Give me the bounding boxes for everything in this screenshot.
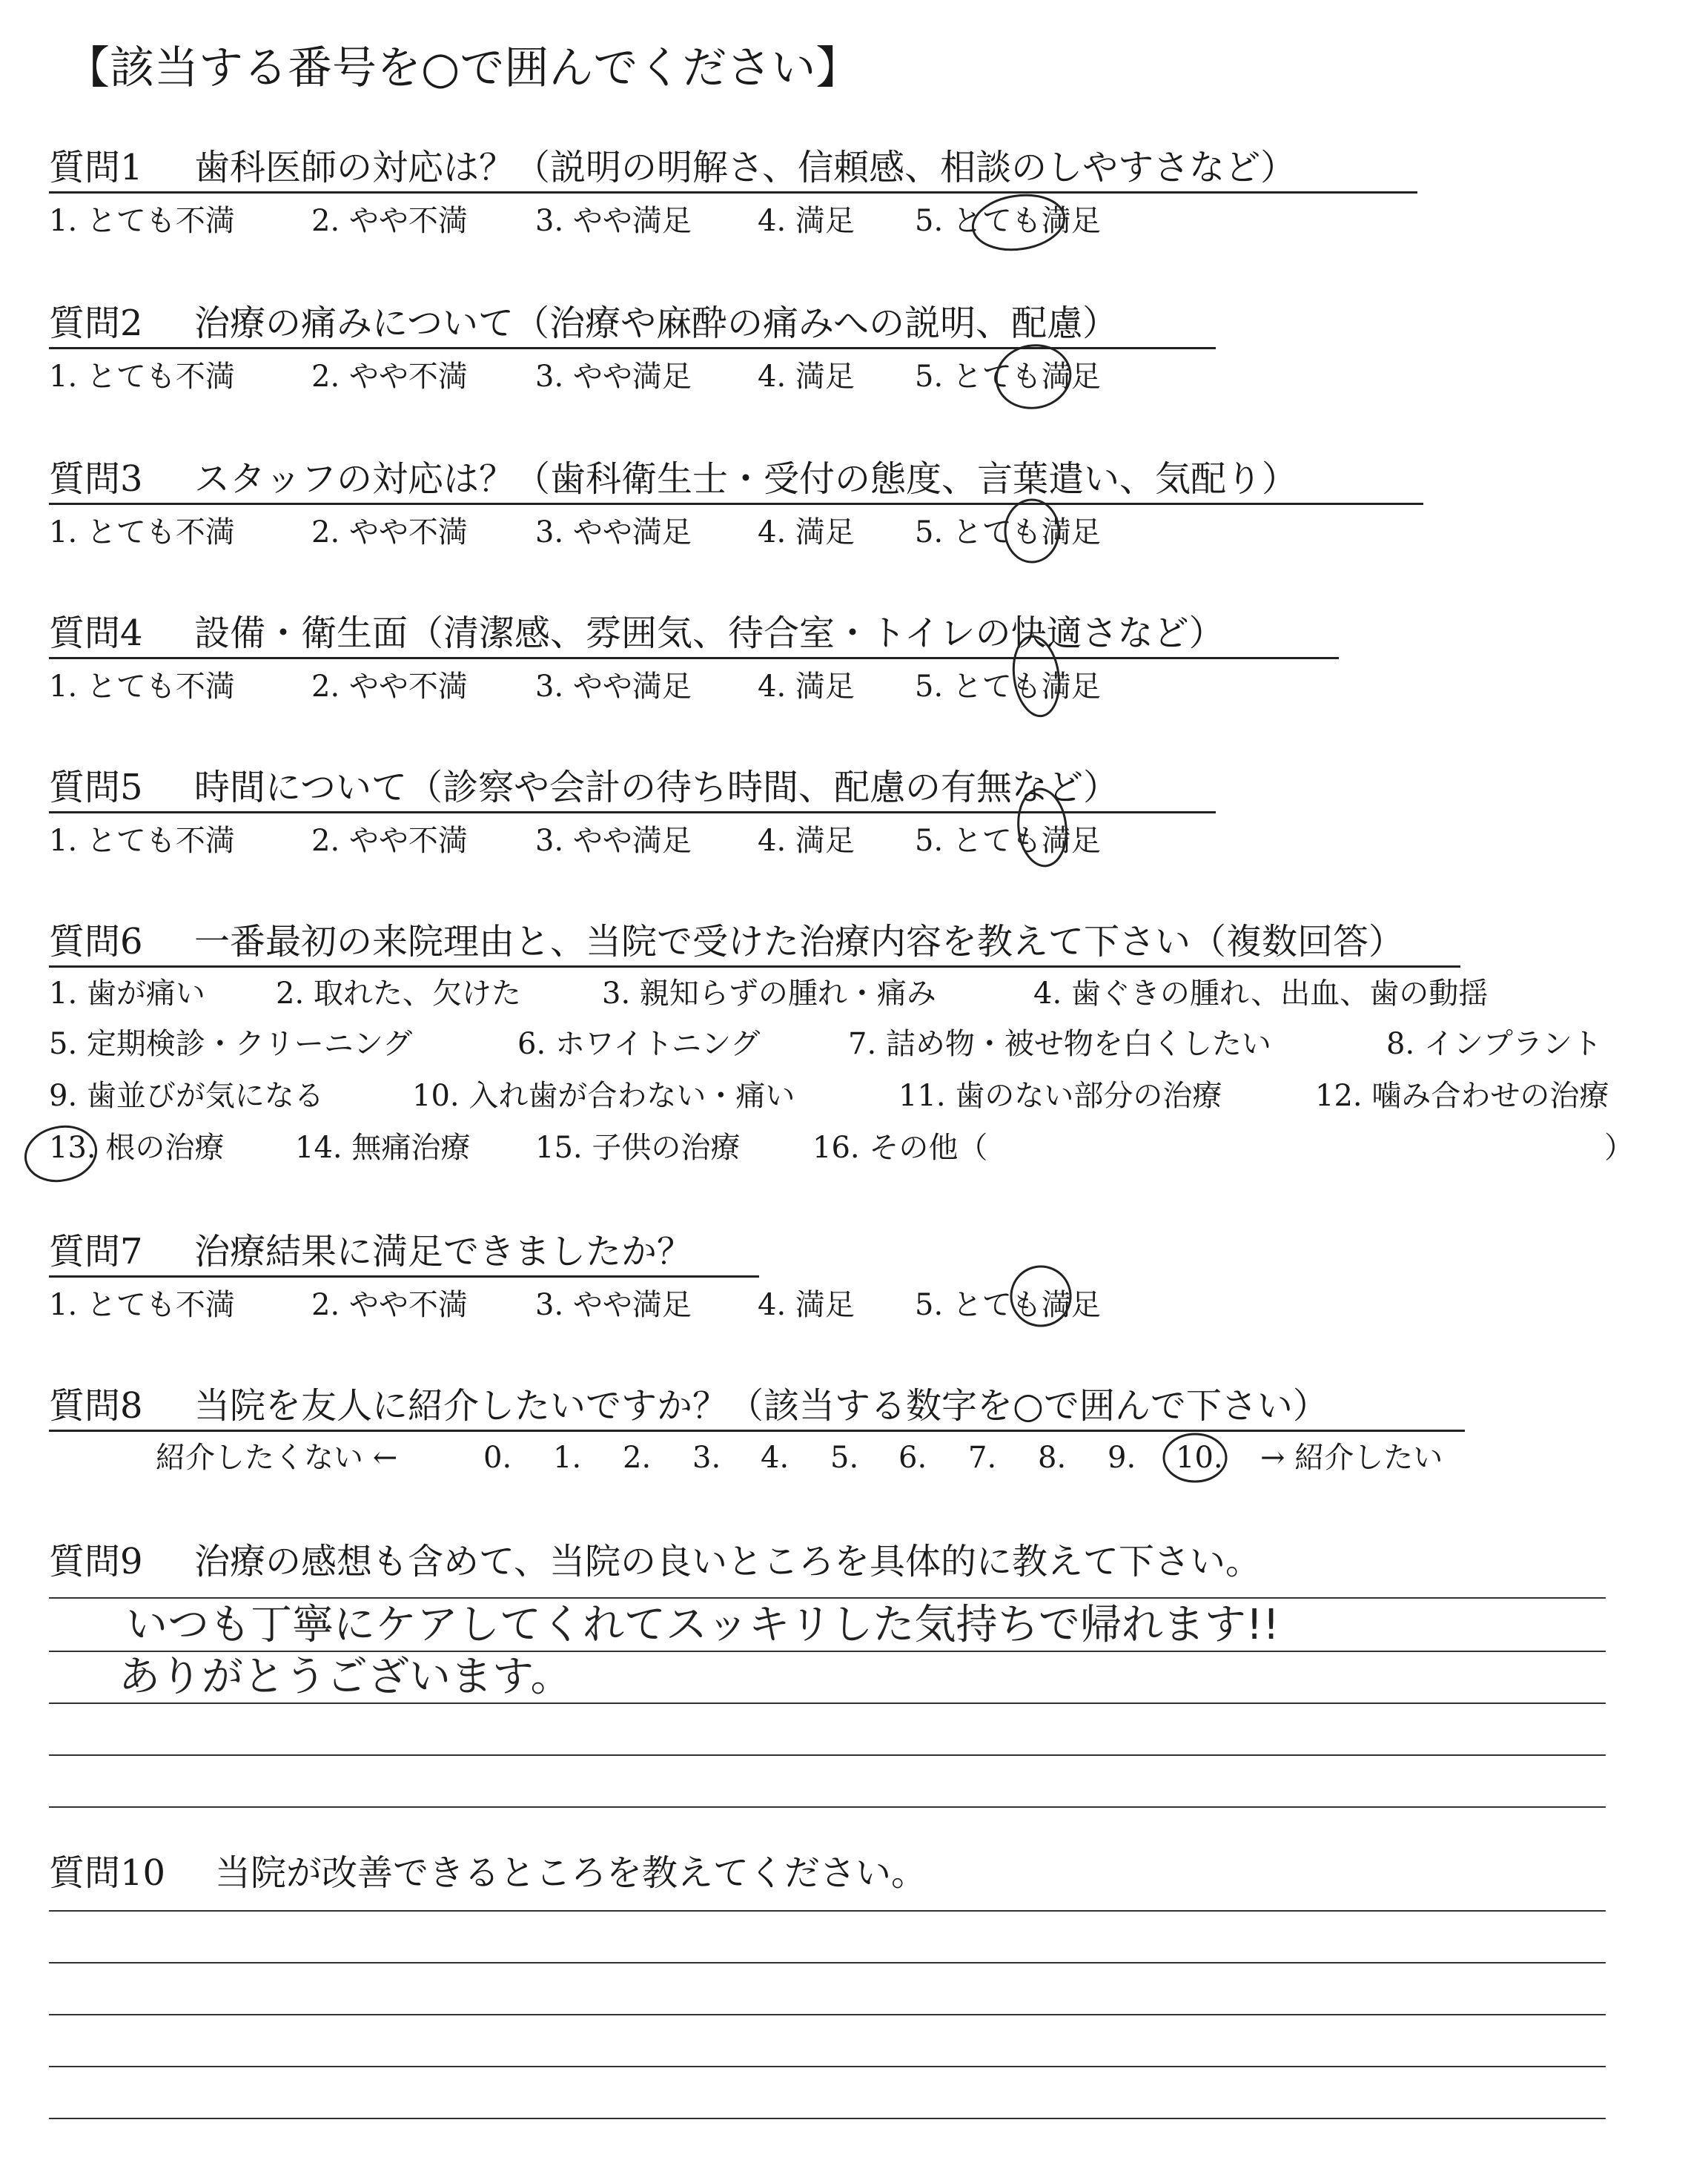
q6-option-5[interactable]: 5. 定期検診・クリーニング [49, 1027, 413, 1061]
q8-number-6[interactable]: 6. [898, 1441, 927, 1475]
q7-option-5[interactable]: 5. とても満足 [915, 1288, 1101, 1322]
q5-option-1[interactable]: 1. とても不満 [49, 824, 235, 858]
q5-answer-circle [1015, 787, 1070, 868]
q6-option-8[interactable]: 8. インプラント [1386, 1027, 1602, 1061]
q8-number-3[interactable]: 3. [692, 1441, 721, 1475]
q1-option-5[interactable]: 5. とても満足 [915, 204, 1101, 238]
q8-number-0[interactable]: 0. [483, 1441, 512, 1475]
q3-option-5[interactable]: 5. とても満足 [915, 515, 1101, 549]
q7-option-2[interactable]: 2. やや不満 [311, 1288, 468, 1322]
question-6-label: 質問6 [49, 921, 143, 962]
q6-option-1[interactable]: 1. 歯が痛い [49, 977, 205, 1011]
question-1-label: 質問1 [49, 147, 143, 188]
q5-option-2[interactable]: 2. やや不満 [311, 824, 468, 858]
q8-number-4[interactable]: 4. [761, 1441, 790, 1475]
q2-answer-circle [991, 340, 1075, 414]
question-9-label: 質問9 [49, 1541, 143, 1582]
q9-handwritten-answer-line-2: ありがとうございます。 [119, 1653, 572, 1701]
q8-right-label: → 紹介したい [1260, 1441, 1443, 1475]
q1-answer-circle [970, 190, 1068, 256]
q6-option-16[interactable]: 16. その他（ [812, 1131, 988, 1165]
q3-option-4[interactable]: 4. 満足 [758, 515, 855, 549]
question-7-label: 質問7 [49, 1231, 143, 1272]
q6-option-12[interactable]: 12. 噛み合わせの治療 [1315, 1079, 1609, 1113]
question-8-text: 当院を友人に紹介したいですか？（該当する数字を○で囲んで下さい） [194, 1385, 1328, 1427]
q2-option-1[interactable]: 1. とても不満 [49, 360, 235, 394]
page-title: 【該当する番号を○で囲んでください】 [65, 42, 861, 94]
q6-option-3[interactable]: 3. 親知らずの腫れ・痛み [602, 977, 936, 1011]
q8-number-7[interactable]: 7. [968, 1441, 997, 1475]
q6-option-4[interactable]: 4. 歯ぐきの腫れ、出血、歯の動揺 [1033, 977, 1489, 1011]
q3-option-1[interactable]: 1. とても不満 [49, 515, 235, 549]
q6-option-10[interactable]: 10. 入れ歯が合わない・痛い [412, 1079, 795, 1113]
q2-option-3[interactable]: 3. やや満足 [535, 360, 692, 394]
q8-number-8[interactable]: 8. [1038, 1441, 1067, 1475]
q2-option-2[interactable]: 2. やや不満 [311, 360, 468, 394]
q4-answer-circle [1009, 633, 1064, 719]
q4-option-3[interactable]: 3. やや満足 [535, 670, 692, 704]
question-7-text: 治療結果に満足できましたか？ [194, 1231, 693, 1272]
q1-option-3[interactable]: 3. やや満足 [535, 204, 692, 238]
q6-option-14[interactable]: 14. 無痛治療 [295, 1131, 471, 1165]
q3-option-3[interactable]: 3. やや満足 [535, 515, 692, 549]
question-6-text: 一番最初の来院理由と、当院で受けた治療内容を教えて下さい（複数回答） [194, 921, 1405, 962]
question-10-text: 当院が改善できるところを教えてください。 [215, 1852, 927, 1894]
q4-option-2[interactable]: 2. やや不満 [311, 670, 468, 704]
question-10-label: 質問10 [49, 1852, 166, 1894]
question-3-label: 質問3 [49, 458, 143, 500]
q1-option-1[interactable]: 1. とても不満 [49, 204, 235, 238]
question-1-text: 歯科医師の対応は？（説明の明解さ、信頼感、相談のしやすさなど） [194, 147, 1297, 188]
q9-handwritten-answer-line-1: いつも丁寧にケアしてくれてスッキリした気持ちで帰れます!! [126, 1601, 1280, 1649]
q6-option-7[interactable]: 7. 詰め物・被せ物を白くしたい [848, 1027, 1271, 1061]
q2-option-5[interactable]: 5. とても満足 [915, 360, 1101, 394]
q5-option-3[interactable]: 3. やや満足 [535, 824, 692, 858]
q4-option-1[interactable]: 1. とても不満 [49, 670, 235, 704]
question-5-text: 時間について（診察や会計の待ち時間、配慮の有無など） [194, 767, 1119, 808]
question-3-text: スタッフの対応は？（歯科衛生士・受付の態度、言葉遣い、気配り） [194, 458, 1298, 500]
q8-number-5[interactable]: 5. [830, 1441, 859, 1475]
q4-option-4[interactable]: 4. 満足 [758, 670, 855, 704]
q6-answer-circle [21, 1120, 102, 1187]
q4-option-5[interactable]: 5. とても満足 [915, 670, 1101, 704]
question-9-text: 治療の感想も含めて、当院の良いところを具体的に教えて下さい。 [194, 1541, 1262, 1582]
question-8-label: 質問8 [49, 1385, 143, 1427]
q7-answer-circle [1011, 1266, 1070, 1326]
question-5-label: 質問5 [49, 767, 143, 808]
q8-number-9[interactable]: 9. [1108, 1441, 1136, 1475]
q7-option-3[interactable]: 3. やや満足 [535, 1288, 692, 1322]
question-2-label: 質問2 [49, 303, 143, 344]
q8-number-10[interactable]: 10. [1176, 1441, 1223, 1475]
q3-answer-circle [1005, 500, 1059, 562]
q2-option-4[interactable]: 4. 満足 [758, 360, 855, 394]
q7-option-4[interactable]: 4. 満足 [758, 1288, 855, 1322]
q8-number-1[interactable]: 1. [553, 1441, 582, 1475]
q5-option-5[interactable]: 5. とても満足 [915, 824, 1101, 858]
q6-option-9[interactable]: 9. 歯並びが気になる [49, 1079, 324, 1113]
q6-option-6[interactable]: 6. ホワイトニング [517, 1027, 761, 1061]
q7-option-1[interactable]: 1. とても不満 [49, 1288, 235, 1322]
question-4-label: 質問4 [49, 612, 143, 654]
q6-other-close-paren: ） [1604, 1131, 1634, 1165]
q8-left-label: 紹介したくない ← [156, 1441, 398, 1475]
q6-option-13[interactable]: 13. 根の治療 [49, 1131, 225, 1165]
q6-option-15[interactable]: 15. 子供の治療 [535, 1131, 741, 1165]
q1-option-2[interactable]: 2. やや不満 [311, 204, 468, 238]
q8-answer-circle [1164, 1434, 1226, 1482]
q3-option-2[interactable]: 2. やや不満 [311, 515, 468, 549]
question-2-text: 治療の痛みについて（治療や麻酔の痛みへの説明、配慮） [194, 303, 1119, 344]
question-4-text: 設備・衛生面（清潔感、雰囲気、待合室・トイレの快適さなど） [194, 612, 1225, 654]
q6-option-11[interactable]: 11. 歯のない部分の治療 [898, 1079, 1222, 1113]
q8-number-2[interactable]: 2. [623, 1441, 652, 1475]
q6-option-2[interactable]: 2. 取れた、欠けた [276, 977, 521, 1011]
q1-option-4[interactable]: 4. 満足 [758, 204, 855, 238]
q5-option-4[interactable]: 4. 満足 [758, 824, 855, 858]
